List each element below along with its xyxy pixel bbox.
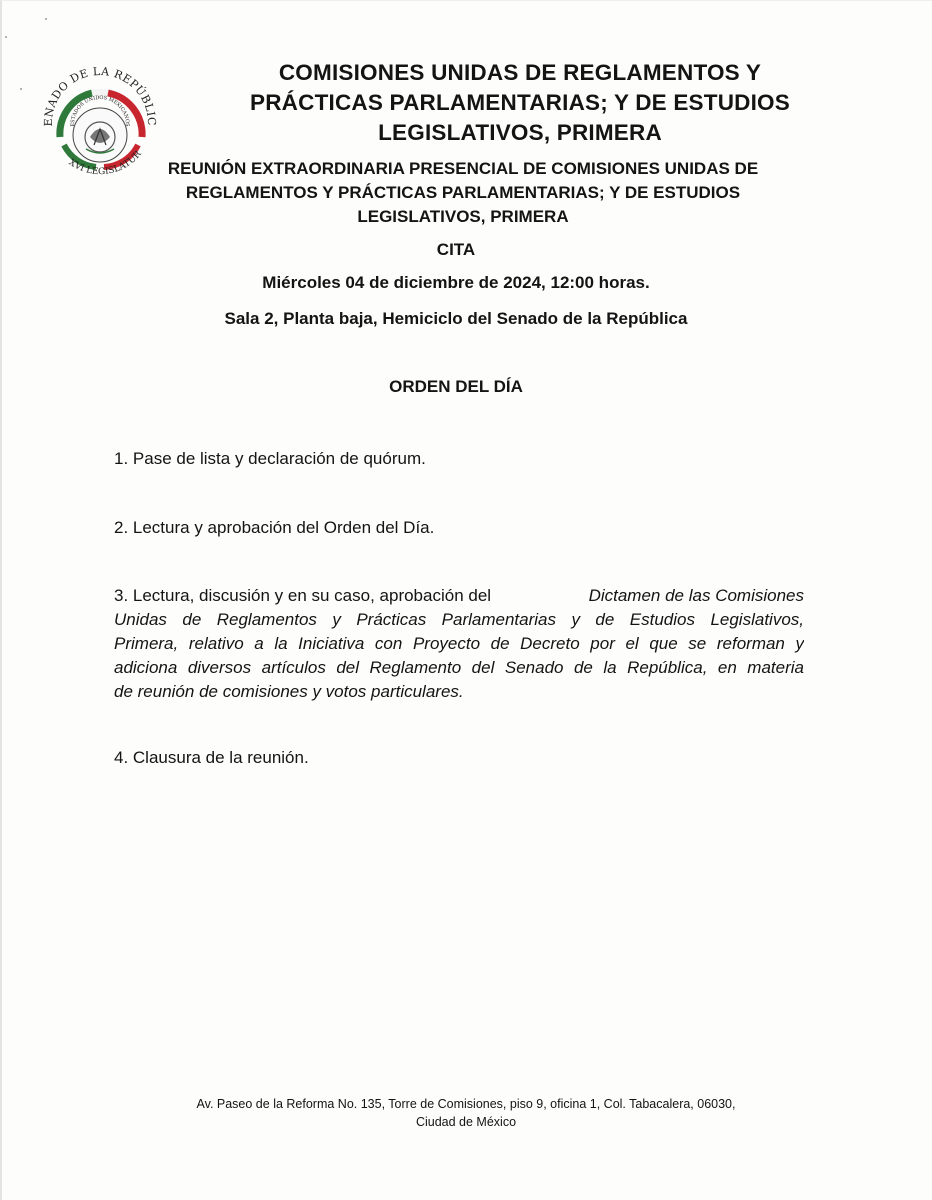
- dictamen-title: Dictamen de las Comisiones: [588, 586, 804, 605]
- agenda-heading: ORDEN DEL DÍA: [389, 377, 523, 396]
- agenda-item: 4. Clausura de la reunión.: [114, 748, 309, 767]
- agenda-item: [114, 584, 804, 704]
- meeting-date: Miércoles 04 de diciembre de 2024, 12:00 horas.: [262, 273, 650, 292]
- scan-speck: [45, 18, 47, 20]
- meeting-title-line: LEGISLATIVOS, PRIMERA: [357, 207, 569, 226]
- agenda-item-line: de reunión de comisiones y votos particulares.: [114, 682, 464, 701]
- meeting-title: [118, 157, 808, 229]
- committee-title-line: PRÁCTICAS PARLAMENTARIAS; Y DE ESTUDIOS: [250, 90, 790, 115]
- seal-top-text: ENADO DE LA REPÚBLIC: [41, 64, 159, 127]
- meeting-location: Sala 2, Planta baja, Hemiciclo del Senado de la República: [224, 309, 688, 328]
- committee-title: [210, 58, 830, 148]
- agenda-item-line: adiciona diversos artículos del Reglamento del Senado de la República, en materia: [114, 658, 804, 677]
- footer-address: [0, 1095, 932, 1131]
- seal-bottom-text: XVI LEGISLATUR: [66, 149, 144, 178]
- scan-speck: [20, 88, 22, 90]
- footer-city: Ciudad de México: [415, 1115, 517, 1129]
- meeting-title-line: REGLAMENTOS Y PRÁCTICAS PARLAMENTARIAS; Y DE ESTUDIOS: [185, 183, 741, 202]
- scan-speck: [5, 36, 7, 38]
- agenda-item: 2. Lectura y aprobación del Orden del Día.: [114, 518, 435, 537]
- agenda-item-line: Unidas de Reglamentos y Prácticas Parlamentarias y de Estudios Legislativos,: [114, 610, 804, 629]
- cita-heading: CITA: [436, 240, 476, 259]
- agenda-item-line: Primera, relativo a la Iniciativa con Proyecto de Decreto por el que se reforman y: [114, 634, 804, 653]
- footer-address-line: Av. Paseo de la Reforma No. 135, Torre de Comisiones, piso 9, oficina 1, Col. Tabacalera, 06030,: [196, 1097, 736, 1111]
- seal-inner-text: ESTADOS UNIDOS MEXICANOS: [69, 94, 131, 127]
- committee-title-line: LEGISLATIVOS, PRIMERA: [378, 120, 662, 145]
- meeting-title-line: REUNIÓN EXTRAORDINARIA PRESENCIAL DE COMISIONES UNIDAS DE: [167, 159, 759, 178]
- agenda-item: 1. Pase de lista y declaración de quórum.: [114, 449, 426, 468]
- agenda-item-lead: 3. Lectura, discusión y en su caso, aprobación del: [114, 586, 492, 605]
- agenda-item-line: [114, 584, 804, 608]
- committee-title-line: COMISIONES UNIDAS DE REGLAMENTOS Y: [278, 60, 762, 85]
